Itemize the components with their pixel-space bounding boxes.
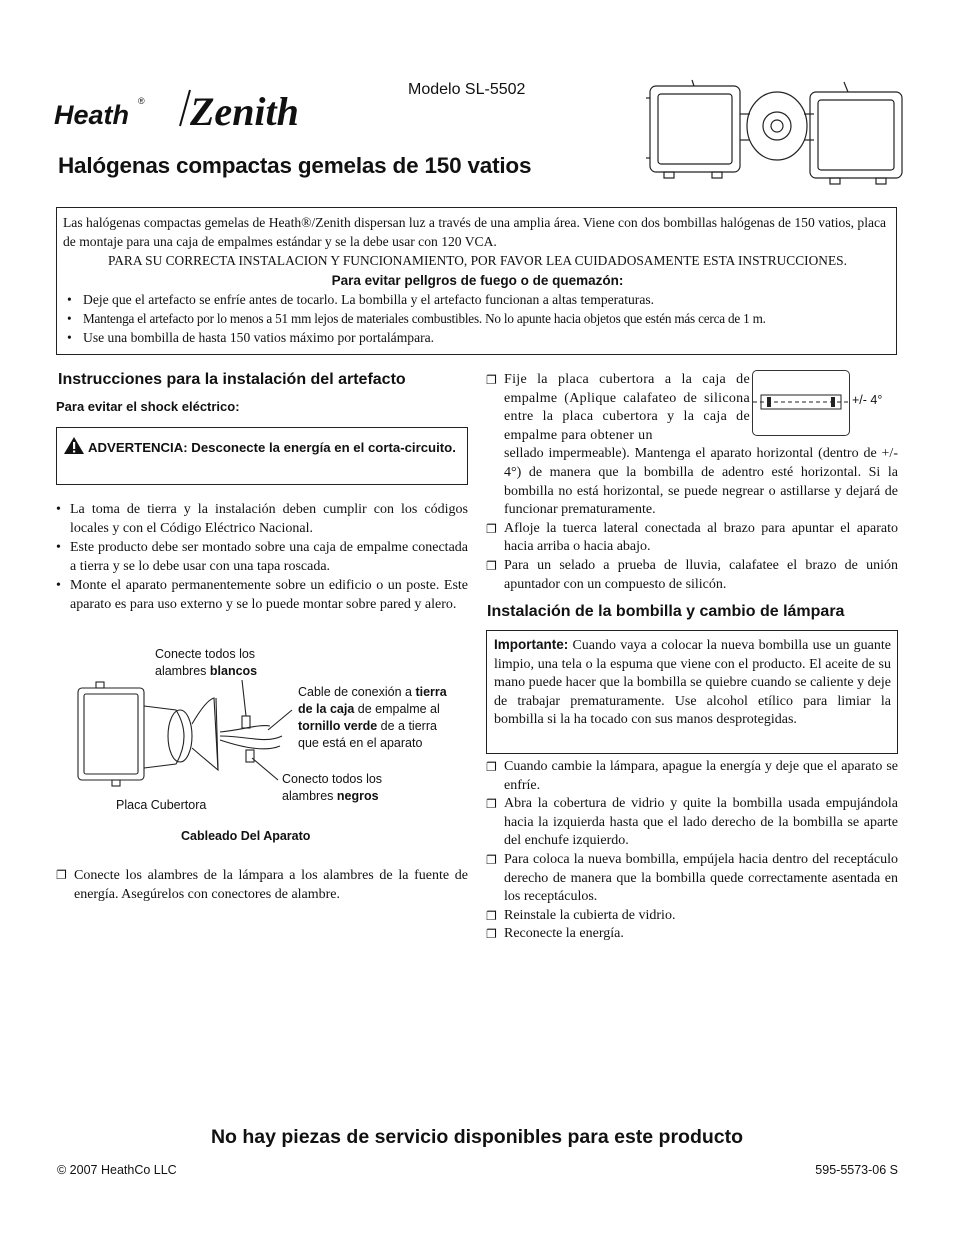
heath-zenith-logo [54, 84, 346, 130]
checkbox-step: ❐ Para coloca la nueva bombilla, empújela hacia dentro del receptáculo derecho de manera que la bombilla quede correctamente asentada en los receptáculos. [486, 851, 898, 907]
document-number: 595-5573-06 S [815, 1163, 898, 1177]
checkbox-step: ❐ Conecte los alambres de la lámpara a los alambres de la fuente de energía. Asegúrelos con conectores de alambre. [56, 866, 468, 904]
list-item: • La toma de tierra y la instalación deben cumplir con los códigos locales y con el Código Eléctrico Nacional. [56, 500, 468, 538]
checkbox-step: ❐ Reinstale la cubierta de vidrio. [486, 907, 898, 926]
checkbox-step: ❐ Abra la cobertura de vidrio y quite la bombilla usada empujándola hacia la izquierda hasta que el lado derecho de la bombilla se aparte del enchufe izquierdo. [486, 795, 898, 851]
brand-heath-text: Heath [54, 100, 130, 130]
electric-shock-subheading: Para evitar el shock eléctrico: [56, 399, 240, 414]
bulb-replacement-heading: Instalación de la bombilla y cambio de lámpara [487, 603, 845, 620]
warning-box [56, 427, 468, 485]
intro-caution-caps: PARA SU CORRECTA INSTALACION Y FUNCIONAMIENTO, POR FAVOR LEA CUIDADOSAMENTE ESTA INSTRUCCIONES. [108, 253, 847, 269]
checkbox-step: ❐ Para un selado a prueba de lluvia, calafatee el brazo de unión apuntador con un compuesto de silicón. [486, 557, 898, 594]
level-tolerance-label: +/- 4° [852, 393, 883, 407]
important-box [486, 630, 898, 754]
warning-triangle-icon [63, 436, 85, 461]
copyright: © 2007 HeathCo LLC [57, 1163, 177, 1177]
checkbox-step: ❐ Reconecte la energía. [486, 925, 898, 944]
svg-text:®: ® [138, 96, 145, 106]
intro-description: Las halógenas compactas gemelas de Heath®/Zenith dispersan luz a través de una amplia área. Viene con dos bombillas halógenas de 150 vatios, placa de montaje para una caja de empalmes estándar y se la debe usar con 120 VCA. [63, 215, 887, 250]
checkbox-step: ❐ Cuando cambie la lámpara, apague la energía y deje que el aparato se enfríe. [486, 758, 898, 795]
bulb-steps [486, 758, 898, 944]
intro-box [56, 207, 897, 355]
installation-heading: Instrucciones para la instalación del artefacto [58, 371, 406, 388]
model-number: Modelo SL-5502 [408, 81, 526, 98]
black-wires-label: Conecto todos los alambres negros [282, 772, 383, 803]
checkbox-step: ❐ Fije la placa cubertora a la caja de empalme (Aplique calafateo de silicona entre la placa cubertora y la caja de empalme para obtener un [486, 371, 750, 445]
hazard-bullet: • Deje que el artefacto se enfríe antes de tocarlo. La bombilla y el artefacto funcionan a altas temperaturas. [63, 290, 892, 309]
important-label: Importante: [494, 637, 569, 652]
checkbox-step: ❐ Afloje la tuerca lateral conectada al brazo para apuntar el aparato hacia arriba o hacia abajo. [486, 520, 898, 557]
ground-wire-label: Cable de conexión a tierra de la caja de empalme al tornillo verde de a tierra que está en el aparato [298, 685, 447, 750]
hazard-bullet: • Use una bombilla de hasta 150 vatios máximo por portalámpara. [63, 328, 892, 347]
cover-plate-label: Placa Cubertora [116, 798, 207, 812]
important-text: Cuando vaya a colocar la nueva bombilla use un guante limpio, una tela o la espuma que viene con el producto. El aceite de su mano puede hacer que la bombilla se quiebre cuando se caliente y deje de trabajar prematuramente. Use alcohol etílico para limiar la bombilla si la ha tocado con sus manos desprotegidas. [494, 638, 891, 728]
list-item: • Monte el aparato permanentemente sobre un edificio o un poste. Este aparato es para uso externo y se lo puede montar sobre pared y alero. [56, 576, 468, 614]
warning-text: ADVERTENCIA: Desconecte la energía en el corta-circuito. [88, 440, 456, 455]
wiring-diagram [56, 640, 476, 850]
white-wires-label: Conecte todos los alambres blancos [155, 647, 258, 678]
installation-bullets [56, 500, 468, 614]
level-diagram [752, 370, 850, 436]
checkbox-step-continued: sellado impermeable). Mantenga el aparato horizontal (dentro de +/- 4°) de manera que la bombilla de adentro esté horizontal. Si la bombilla no está horizontal, se puede negrear o astillarse y dejará de funcionar prematuramente. [504, 446, 898, 518]
wire-connect-step [56, 866, 468, 904]
diagram-caption: Cableado Del Aparato [181, 829, 311, 843]
hazard-bullet: • Mantenga el artefacto por lo menos a 51 mm lejos de materiales combustibles. No lo apunte hacia objetos que estén más cerca de 1 m. [63, 309, 892, 328]
twin-halogen-lamp-illustration [644, 78, 910, 190]
list-item: • Este producto debe ser montado sobre una caja de empalme conectada a tierra y se lo debe usar con una tapa roscada. [56, 538, 468, 576]
brand-zenith-text: Zenith [190, 89, 299, 130]
no-service-parts-notice: No hay piezas de servicio disponibles para este producto [210, 1126, 744, 1148]
hazard-heading: Para evitar pellgros de fuego o de quemazón: [331, 272, 624, 288]
page-title: Halógenas compactas gemelas de 150 vatios [58, 153, 532, 178]
